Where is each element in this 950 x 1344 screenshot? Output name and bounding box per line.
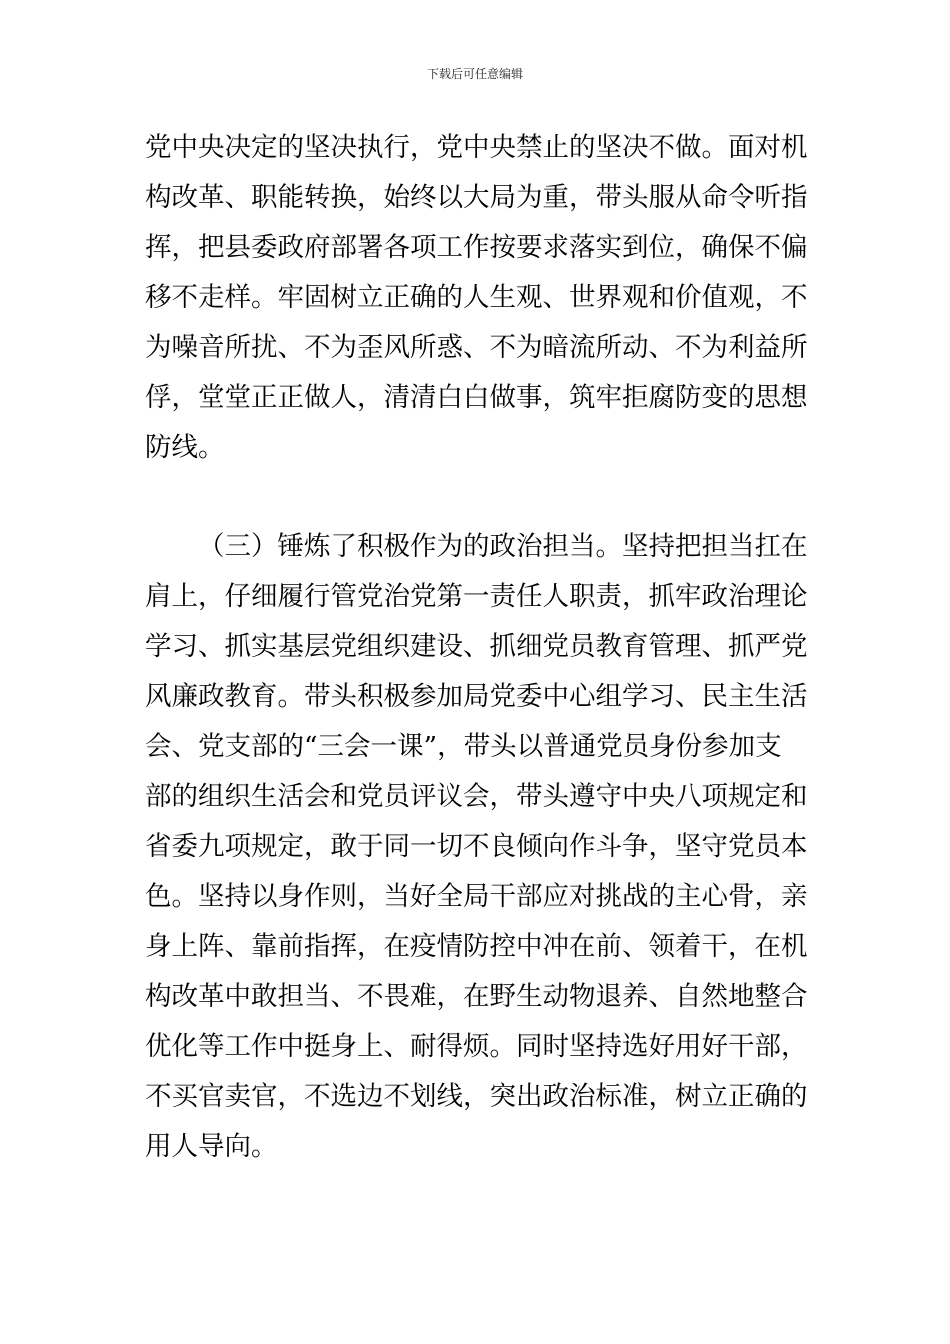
page-header: 下载后可任意编辑 xyxy=(426,67,523,81)
text-line: 构改革中敢担当、不畏难，在野生动物退养、自然地整合 xyxy=(145,981,808,1012)
text-line: 防线。 xyxy=(145,432,225,463)
text-line: 省委九项规定，敢于同一切不良倾向作斗争，坚守党员本 xyxy=(145,831,808,862)
text-line: 肩上，仔细履行管党治党第一责任人职责，抓牢政治理论 xyxy=(145,581,808,612)
text-line: 俘，堂堂正正做人，清清白白做事，筑牢拒腐防变的思想 xyxy=(145,382,808,413)
text-line: 党中央决定的坚决执行，党中央禁止的坚决不做。面对机 xyxy=(145,132,808,163)
text-line: 学习、抓实基层党组织建设、抓细党员教育管理、抓严党 xyxy=(145,631,808,662)
text-line: 身上阵、靠前指挥，在疫情防控中冲在前、领着干，在机 xyxy=(145,931,808,962)
text-line: 为噪音所扰、不为歪风所惑、不为暗流所动、不为利益所 xyxy=(145,332,808,363)
text-line: 移不走样。牢固树立正确的人生观、世界观和价值观，不 xyxy=(145,282,808,313)
text-line: 挥，把县委政府部署各项工作按要求落实到位，确保不偏 xyxy=(145,232,808,263)
text-line: （三）锤炼了积极作为的政治担当。坚持把担当扛在 xyxy=(198,531,808,562)
text-line: 用人导向。 xyxy=(145,1131,278,1162)
text-line: 优化等工作中挺身上、耐得烦。同时坚持选好用好干部， xyxy=(145,1031,808,1062)
text-line: 色。坚持以身作则，当好全局干部应对挑战的主心骨，亲 xyxy=(145,881,808,912)
text-line: 构改革、职能转换，始终以大局为重，带头服从命令听指 xyxy=(145,182,808,213)
text-line: 不买官卖官，不选边不划线，突出政治标准，树立正确的 xyxy=(145,1081,808,1112)
text-line: 会、党支部的“三会一课”，带头以普通党员身份参加支 xyxy=(145,731,782,762)
text-line: 风廉政教育。带头积极参加局党委中心组学习、民主生活 xyxy=(145,681,808,712)
text-line: 部的组织生活会和党员评议会，带头遵守中央八项规定和 xyxy=(145,781,808,812)
